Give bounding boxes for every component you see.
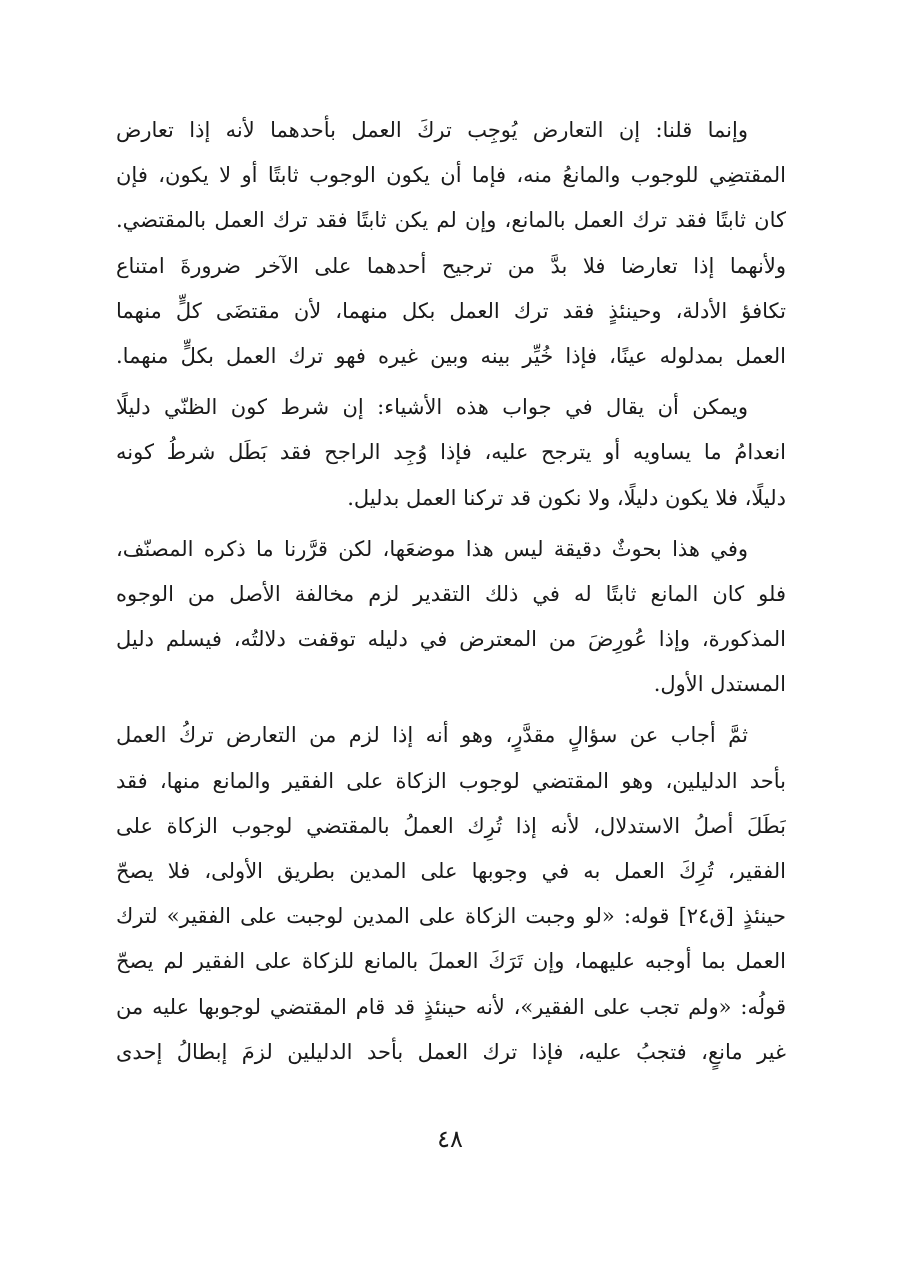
paragraph-4 <box>116 713 786 1075</box>
text-line: المذكورة، وإذا عُورِضَ من المعترض في دليله توقفت دلالتُه، فيسلم دليل <box>116 627 786 652</box>
text-line: فلو كان المانع ثابتًا له في ذلك التقدير لزم مخالفة الأصل من الوجوه <box>116 581 786 606</box>
text-line: المقتضِي للوجوب والمانعُ منه، فإما أن يكون الوجوب ثابتًا أو لا يكون، فإن <box>116 163 786 188</box>
text-line: العمل بما أوجبه عليهما، وإن تَرَكَ العملَ بالمانع للزكاة على الفقير لم يصحّ <box>116 949 786 974</box>
text-line: وفي هذا بحوثٌ دقيقة ليس هذا موضعَها، لكن قرَّرنا ما ذكره المصنّف، <box>116 536 748 561</box>
text-line: دليلًا، فلا يكون دليلًا، ولا نكون قد تركنا العمل بدليل. <box>347 485 786 510</box>
text-line: تكافؤ الأدلة، وحينئذٍ فقد ترك العمل بكل منهما، لأن مقتضَى كلٍّ منهما <box>116 298 786 323</box>
text-line: حينئذٍ [ق٢٤] قوله: «لو وجبت الزكاة على المدين لوجبت على الفقير» لترك <box>116 904 786 929</box>
text-line: ثمَّ أجاب عن سؤالٍ مقدَّرٍ، وهو أنه إذا لزم من التعارض تركُ العمل <box>116 723 748 748</box>
page-number: ٤٨ <box>437 1125 463 1153</box>
text-line: انعدامُ ما يساويه أو يترجح عليه، فإذا وُجِد الراجح فقد بَطَل شرطُ كونه <box>116 440 786 465</box>
body-text <box>116 108 786 1081</box>
text-line: العمل بمدلوله عينًا، فإذا خُيِّر بينه وبين غيره فهو ترك العمل بكلٍّ منهما. <box>116 343 786 368</box>
text-line: بأحد الدليلين، وهو المقتضي لوجوب الزكاة على الفقير والمانع منها، فقد <box>116 768 786 793</box>
paragraph-3 <box>116 527 786 708</box>
text-line: ويمكن أن يقال في جواب هذه الأشياء: إن شرط كون الظنّي دليلًا <box>116 395 748 420</box>
text-line: الفقير، تُرِكَ العمل به في وجوبها على المدين بطريق الأولى، فلا يصحّ <box>116 859 786 883</box>
text-line: قولُه: «ولم تجب على الفقير»، لأنه حينئذٍ قد قام المقتضي لوجوبها عليه من <box>116 994 786 1019</box>
text-line: ولأنهما إذا تعارضا فلا بدَّ من ترجيح أحدهما على الآخر ضرورةَ امتناع <box>116 253 786 278</box>
paragraph-2 <box>116 385 786 521</box>
text-line: وإنما قلنا: إن التعارض يُوجِب تركَ العمل بأحدهما لأنه إذا تعارض <box>116 118 748 142</box>
paragraph-1 <box>116 108 786 379</box>
text-line: كان ثابتًا فقد ترك العمل بالمانع، وإن لم يكن ثابتًا فقد ترك العمل بالمقتضي. <box>116 208 786 233</box>
text-line: المستدل الأول. <box>653 672 786 697</box>
text-line: غير مانعٍ، فتجبُ عليه، فإذا ترك العمل بأحد الدليلين لزمَ إبطالُ إحدى <box>116 1039 786 1064</box>
text-line: بَطَلَ أصلُ الاستدلال، لأنه إذا تُرِك العملُ بالمقتضي لوجوب الزكاة على <box>116 813 786 838</box>
